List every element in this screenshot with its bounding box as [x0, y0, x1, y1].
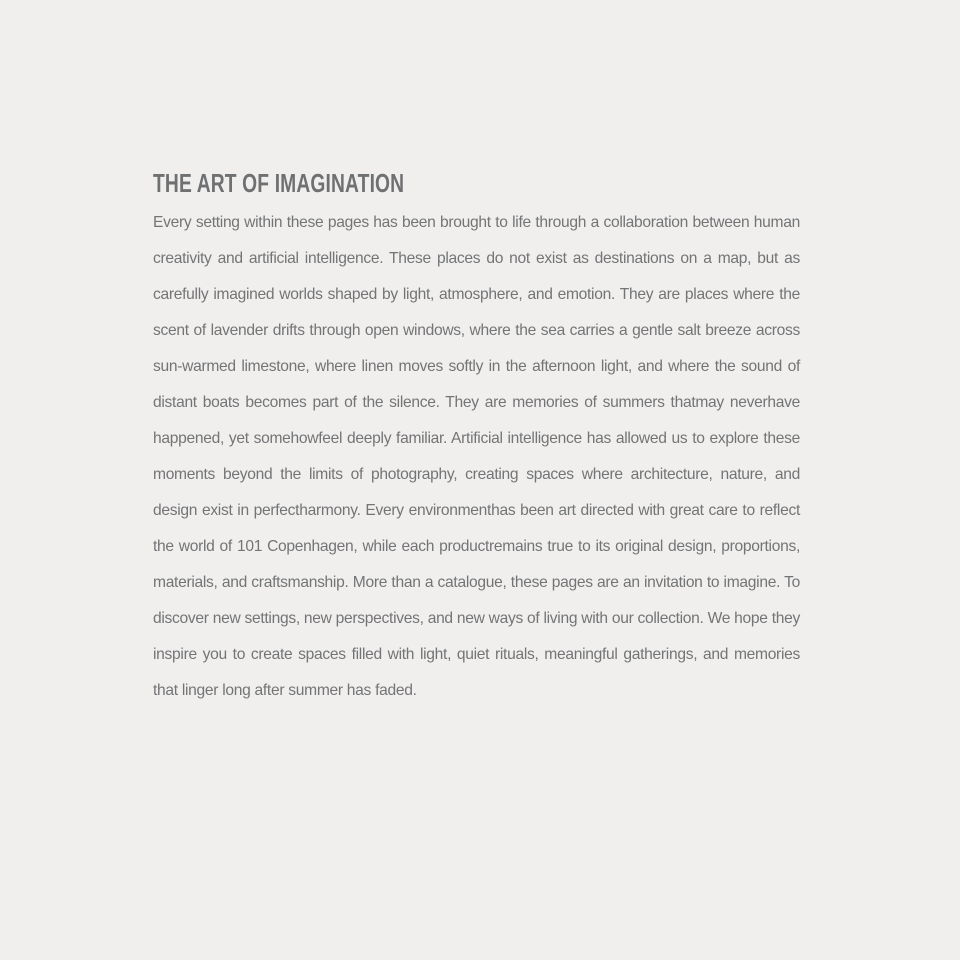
article-body: Every setting within these pages has been brought to life through a collaboration between human creativity and artificial intelligence. These places do not exist as destinations on a map, but as carefully imagined worlds shaped by light, atmosphere, and emotion. They are places where the scent of lavender drifts through open windows, where the sea carries a gentle salt breeze across sun-warmed limestone, where linen moves softly in the afternoon light, and where the sound of distant boats becomes part of the silence. They are memories of summers thatmay neverhave happened, yet somehowfeel deeply familiar. Artificial intelligence has allowed us to explore these moments beyond the limits of photography, creating spaces where architecture, nature, and design exist in perfectharmony. Every environmenthas been art directed with great care to reflect the world of 101 Copenhagen, while each productremains true to its original design, proportions, materials, and craftsmanship. More than a catalogue, these pages are an invitation to imagine. To discover new settings, new perspectives, and new ways of living with our collection. We hope they inspire you to create spaces filled with light, quiet rituals, meaningful gatherings, and memories that linger long after summer has faded. — [153, 214, 800, 699]
article — [153, 167, 800, 709]
article-title: THE ART OF IMAGINATION — [153, 168, 405, 198]
